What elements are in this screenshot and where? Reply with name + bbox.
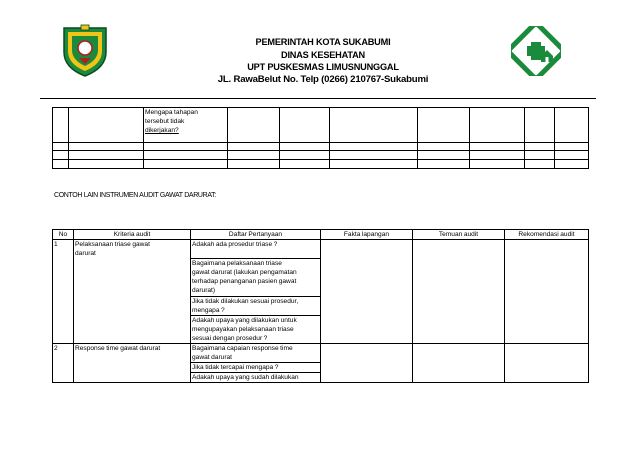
question-line: dikerjakan? bbox=[145, 127, 179, 134]
question-cell bbox=[191, 344, 321, 363]
column-header: Temuan audit bbox=[413, 230, 505, 240]
audit-instrument-table bbox=[52, 229, 589, 383]
criteria-line: Response time gawat darurat bbox=[75, 345, 161, 352]
question-line: Jika tidak dilakukan sesuai prosedur, bbox=[192, 298, 299, 305]
table-row bbox=[53, 108, 589, 143]
column-header: Kriteria audit bbox=[74, 230, 191, 240]
question-cell bbox=[191, 259, 321, 297]
question-line: Adakah ada prosedur triase ? bbox=[192, 241, 278, 248]
question-line: terhadap penanganan pasien gawat bbox=[192, 278, 297, 285]
question-line: mengapa ? bbox=[192, 307, 225, 314]
question-line: Adakah upaya yang dilakukan untuk bbox=[192, 317, 297, 324]
criteria-cell bbox=[74, 344, 191, 383]
letterhead-line-1: PEMERINTAH KOTA SUKABUMI bbox=[255, 37, 391, 47]
table-row bbox=[53, 344, 589, 363]
criteria-cell bbox=[74, 240, 191, 344]
sukabumi-city-crest-icon bbox=[60, 22, 110, 78]
column-header: No bbox=[53, 230, 74, 240]
table-row bbox=[53, 160, 589, 169]
table-header-row bbox=[53, 230, 589, 240]
column-header: Rekomendasi audit bbox=[505, 230, 589, 240]
question-cell bbox=[191, 297, 321, 316]
puskesmas-logo bbox=[511, 26, 561, 76]
letterhead-address: JL. RawaBelut No. Telp (0266) 210767-Sukabumi bbox=[217, 73, 429, 85]
question-line: Adakah upaya yang sudah dilakukan bbox=[192, 374, 299, 381]
question-cell bbox=[191, 363, 321, 373]
row-number: 1 bbox=[53, 240, 74, 344]
table-row bbox=[53, 151, 589, 160]
question-line: Mengapa tahapan bbox=[145, 109, 198, 116]
section-caption: CONTOH LAIN INSTRUMEN AUDIT GAWAT DARURAT: bbox=[54, 192, 216, 199]
question-cell bbox=[144, 108, 228, 143]
letterhead-line-2: DINAS KESEHATAN bbox=[281, 49, 365, 60]
previous-audit-table bbox=[52, 107, 589, 169]
sukabumi-crest-logo bbox=[60, 22, 110, 78]
table-row bbox=[53, 240, 589, 259]
question-line: tersebut tidak bbox=[145, 118, 185, 125]
criteria-line: Pelaksanaan triase gawat bbox=[75, 241, 150, 248]
letterhead-line-3: UPT PUSKESMAS LIMUSNUNGGAL bbox=[247, 62, 399, 72]
table-row bbox=[53, 143, 589, 151]
question-cell bbox=[191, 373, 321, 383]
puskesmas-cross-house-icon bbox=[511, 26, 561, 76]
column-header: Daftar Pertanyaan bbox=[191, 230, 321, 240]
question-cell bbox=[191, 240, 321, 259]
row-number: 2 bbox=[53, 344, 74, 383]
criteria-line: darurat bbox=[75, 250, 96, 257]
question-line: gawat darurat (lakukan pengamatan bbox=[192, 269, 297, 276]
question-line: mengupayakan pelaksanaan triase bbox=[192, 326, 294, 333]
question-line: sesuai dengan prosedur ? bbox=[192, 335, 268, 342]
question-line: darurat) bbox=[192, 287, 216, 294]
letterhead-divider bbox=[40, 98, 596, 99]
question-line: Bagaimana pelaksanaan triase bbox=[192, 260, 282, 267]
question-cell bbox=[191, 316, 321, 344]
column-header: Fakta lapangan bbox=[321, 230, 413, 240]
letterhead bbox=[180, 36, 466, 86]
question-line: Bagaimana capaian response time bbox=[192, 345, 293, 352]
question-line: gawat darurat bbox=[192, 354, 233, 361]
question-line: Jika tidak tercapai mengapa ? bbox=[192, 364, 279, 371]
